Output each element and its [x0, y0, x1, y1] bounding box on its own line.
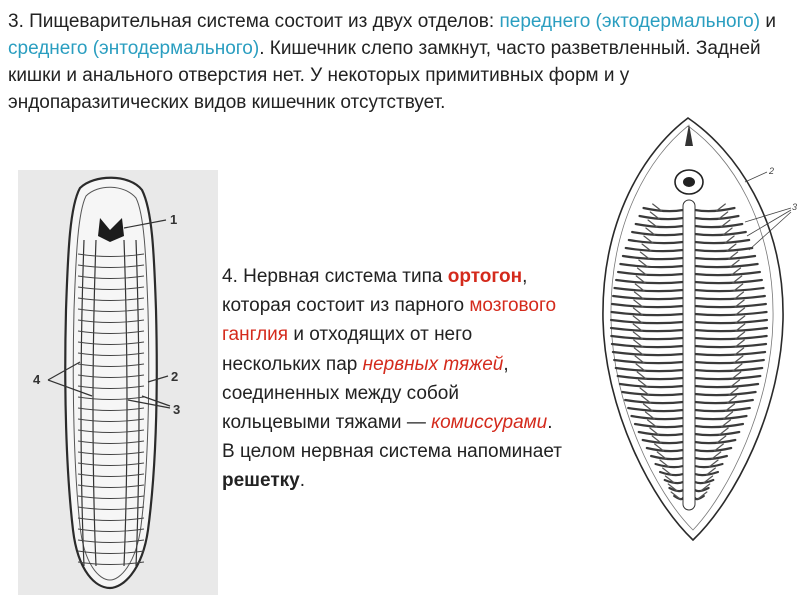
nervous-text-1: 4. Нервная система типа	[222, 266, 448, 287]
figure-label-3: 3	[173, 402, 181, 417]
figure-label-4: 4	[33, 372, 41, 387]
term-nerve-cords: нервных тяжей	[362, 353, 504, 375]
fluke-branched-intestine-figure	[595, 110, 800, 550]
term-commissures: комиссурами	[431, 412, 548, 434]
sucker-center	[683, 177, 695, 187]
term-anterior-ectodermal: переднего (эктодермального)	[499, 11, 761, 32]
term-orthogon: ортогон	[447, 266, 523, 287]
term-brain-ganglion: мозгового ганглия	[222, 295, 557, 346]
planarian-nervous-system-figure	[18, 170, 218, 595]
term-lattice: решетку	[222, 470, 300, 492]
digestive-text-3: . Кишечник слепо замкнут, часто разветвленный. Задней кишки и анального отверстия нет. У некоторых примитивных форм и у эндопаразитических видов кишечник отсутствует.	[8, 38, 761, 113]
term-middle-endodermal: среднего (энтодермального)	[8, 38, 260, 59]
figure-label-2: 2	[171, 369, 179, 384]
nervous-text-6: .	[299, 470, 305, 492]
digestive-text-1: 3. Пищеварительная система состоит из двух отделов:	[8, 11, 500, 32]
digestive-text-2: и	[760, 11, 776, 32]
fluke-leader-2	[745, 172, 767, 182]
nervous-system-paragraph	[222, 262, 562, 496]
nervous-text-4: , соединенных между собой кольцевыми тяжами —	[222, 353, 509, 434]
intestine-main-trunk	[683, 200, 695, 510]
nervous-text-5: . В целом нервная система напоминает	[222, 412, 562, 463]
digestive-system-paragraph	[8, 8, 792, 116]
nervous-text-2: , которая состоит из парного	[222, 266, 528, 317]
fluke-label-2: 2	[769, 166, 775, 176]
figure-label-1: 1	[170, 212, 178, 227]
nervous-text-3: и отходящих от него нескольких пар	[222, 324, 473, 375]
fluke-label-3: 3	[792, 202, 798, 212]
